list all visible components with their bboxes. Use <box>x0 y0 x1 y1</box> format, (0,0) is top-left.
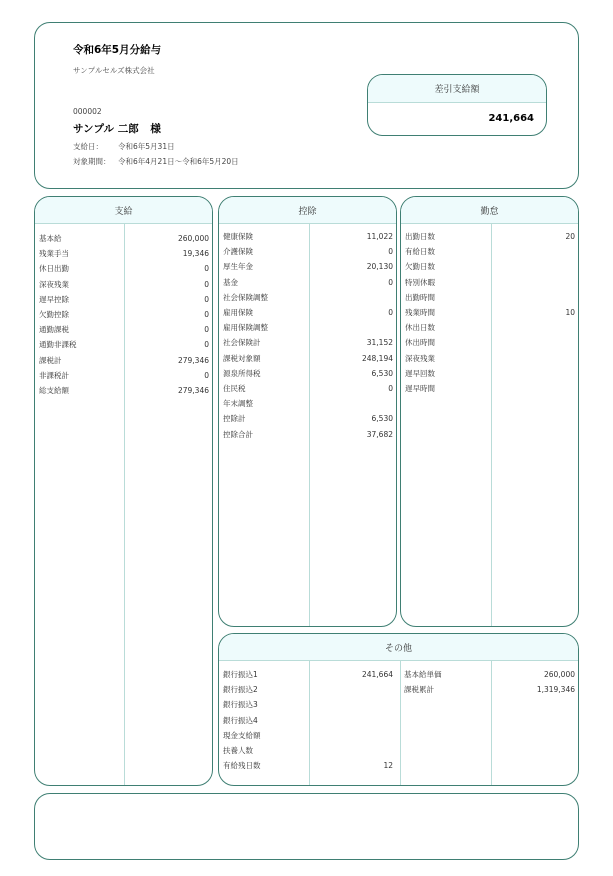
row-value: 37,682 <box>366 429 393 439</box>
row-label: 休出時間 <box>405 338 435 348</box>
table-row <box>405 290 575 305</box>
deductions-header: 控除 <box>219 197 396 224</box>
employee-name: サンプル 二郎 <box>73 123 139 135</box>
payslip-header-box <box>34 22 579 189</box>
row-label: 基本給単価 <box>404 670 442 679</box>
row-label: 欠勤日数 <box>405 262 435 272</box>
row-value: 0 <box>204 294 209 304</box>
row-label: 有給残日数 <box>223 761 261 771</box>
table-row <box>223 275 393 290</box>
row-value: 6,530 <box>371 414 393 424</box>
row-value: 31,152 <box>366 338 393 348</box>
row-label: 年末調整 <box>223 399 253 409</box>
row-label: 非課税計 <box>39 370 69 380</box>
table-row <box>39 292 209 307</box>
row-label: 有給日数 <box>405 247 435 257</box>
table-row <box>39 307 209 322</box>
net-pay-label: 差引支給額 <box>368 75 546 103</box>
attendance-header: 勤怠 <box>401 197 578 224</box>
row-label: 課税対象額 <box>223 353 261 363</box>
row-value: 20,130 <box>366 262 393 272</box>
table-row <box>223 427 393 442</box>
other-box <box>218 633 579 786</box>
row-label: 欠勤控除 <box>39 310 69 319</box>
table-row <box>223 758 393 773</box>
pay-date: 令和6年5月31日 <box>118 142 175 151</box>
row-value: 0 <box>204 370 209 380</box>
row-value: 0 <box>204 340 209 350</box>
column-divider <box>400 661 401 785</box>
row-label: 銀行振込2 <box>223 685 258 695</box>
table-row <box>223 366 393 381</box>
table-row <box>404 667 575 682</box>
table-row <box>405 366 575 381</box>
table-row <box>39 261 209 276</box>
row-label: 銀行振込1 <box>223 670 258 679</box>
table-row <box>223 743 393 758</box>
payments-box <box>34 196 213 786</box>
pay-date-line <box>73 141 175 152</box>
row-label: 残業時間 <box>405 308 435 317</box>
row-label: 控除計 <box>223 414 246 424</box>
row-label: 特別休暇 <box>405 277 435 287</box>
table-row <box>223 259 393 274</box>
table-row <box>223 290 393 305</box>
row-value: 241,664 <box>361 670 393 679</box>
row-label: 休出日数 <box>405 323 435 333</box>
table-row <box>223 320 393 335</box>
row-label: 厚生年金 <box>223 262 253 272</box>
other-header: その他 <box>219 634 578 661</box>
pay-date-label: 支給日： <box>73 142 103 151</box>
row-value: 279,346 <box>177 386 209 395</box>
row-label: 控除合計 <box>223 429 253 439</box>
row-label: 現金支給額 <box>223 730 261 740</box>
row-label: 残業手当 <box>39 249 69 259</box>
row-value: 260,000 <box>177 234 209 243</box>
table-row <box>223 713 393 728</box>
row-label: 遅早控除 <box>39 294 69 304</box>
row-value: 260,000 <box>543 670 575 679</box>
row-value: 11,022 <box>366 232 393 241</box>
table-row <box>223 411 393 426</box>
table-row <box>223 667 393 682</box>
row-label: 課税累計 <box>404 685 434 695</box>
memo-box <box>34 793 579 860</box>
table-row <box>405 351 575 366</box>
row-label: 出勤日数 <box>405 232 435 241</box>
row-value: 20 <box>565 232 575 241</box>
table-row <box>405 305 575 320</box>
honorific: 様 <box>150 123 161 135</box>
row-label: 銀行振込4 <box>223 715 258 725</box>
row-value: 10 <box>565 308 575 317</box>
row-label: 基金 <box>223 277 238 287</box>
table-row <box>405 244 575 259</box>
row-value: 0 <box>388 308 393 317</box>
row-value: 0 <box>204 264 209 274</box>
table-row <box>39 277 209 292</box>
row-label: 通勤課税 <box>39 325 69 335</box>
row-value: 0 <box>204 310 209 319</box>
table-row <box>223 351 393 366</box>
table-row <box>223 697 393 712</box>
table-row <box>405 381 575 396</box>
row-label: 源泉所得税 <box>223 368 261 378</box>
row-value: 1,319,346 <box>536 685 575 695</box>
row-label: 深夜残業 <box>39 279 69 289</box>
row-value: 12 <box>383 761 393 771</box>
row-value: 279,346 <box>177 355 209 365</box>
row-label: 扶養人数 <box>223 746 253 755</box>
row-label: 介護保険 <box>223 247 253 257</box>
table-row <box>223 229 393 244</box>
row-value: 19,346 <box>182 249 209 259</box>
payslip-title: 令和6年5月分給与 <box>73 44 162 56</box>
row-label: 課税計 <box>39 355 62 365</box>
attendance-box <box>400 196 579 627</box>
table-row <box>39 353 209 368</box>
table-row <box>223 682 393 697</box>
row-label: 銀行振込3 <box>223 700 258 710</box>
period-line <box>73 156 239 167</box>
row-label: 社会保険調整 <box>223 292 268 302</box>
table-row <box>39 322 209 337</box>
row-label: 住民税 <box>223 384 246 393</box>
net-pay-value: 241,664 <box>488 113 534 124</box>
row-value: 0 <box>204 325 209 335</box>
row-label: 遅早時間 <box>405 384 435 393</box>
table-row <box>39 337 209 352</box>
row-value: 248,194 <box>361 353 393 363</box>
company-name: サンプルセルズ株式会社 <box>73 66 155 75</box>
row-label: 出勤時間 <box>405 292 435 302</box>
row-value: 6,530 <box>371 368 393 378</box>
table-row <box>405 275 575 290</box>
table-row <box>404 682 575 697</box>
table-row <box>39 383 209 398</box>
row-label: 深夜残業 <box>405 353 435 363</box>
row-value: 0 <box>388 247 393 257</box>
row-value: 0 <box>204 279 209 289</box>
row-label: 休日出勤 <box>39 264 69 274</box>
table-row <box>223 396 393 411</box>
employee-id: 000002 <box>73 107 102 116</box>
table-row <box>405 259 575 274</box>
period-label: 対象期間： <box>73 157 111 166</box>
table-row <box>223 335 393 350</box>
table-row <box>39 368 209 383</box>
period: 令和6年4月21日～令和6年5月20日 <box>118 157 239 166</box>
row-value: 0 <box>388 384 393 393</box>
table-row <box>405 229 575 244</box>
row-label: 雇用保険調整 <box>223 323 268 333</box>
row-label: 基本給 <box>39 234 62 243</box>
table-row <box>223 244 393 259</box>
net-pay-box <box>367 74 547 136</box>
deductions-box <box>218 196 397 627</box>
row-label: 雇用保険 <box>223 308 253 317</box>
table-row <box>39 246 209 261</box>
table-row <box>405 335 575 350</box>
employee-name-line <box>73 121 161 136</box>
table-row <box>223 728 393 743</box>
row-label: 遅早回数 <box>405 368 435 378</box>
table-row <box>39 231 209 246</box>
row-label: 通勤非課税 <box>39 340 77 350</box>
payments-header: 支給 <box>35 197 212 224</box>
row-label: 健康保険 <box>223 232 253 241</box>
row-label: 社会保険計 <box>223 338 261 348</box>
table-row <box>405 320 575 335</box>
row-value: 0 <box>388 277 393 287</box>
table-row <box>223 305 393 320</box>
row-label: 総支給額 <box>39 386 69 395</box>
table-row <box>223 381 393 396</box>
